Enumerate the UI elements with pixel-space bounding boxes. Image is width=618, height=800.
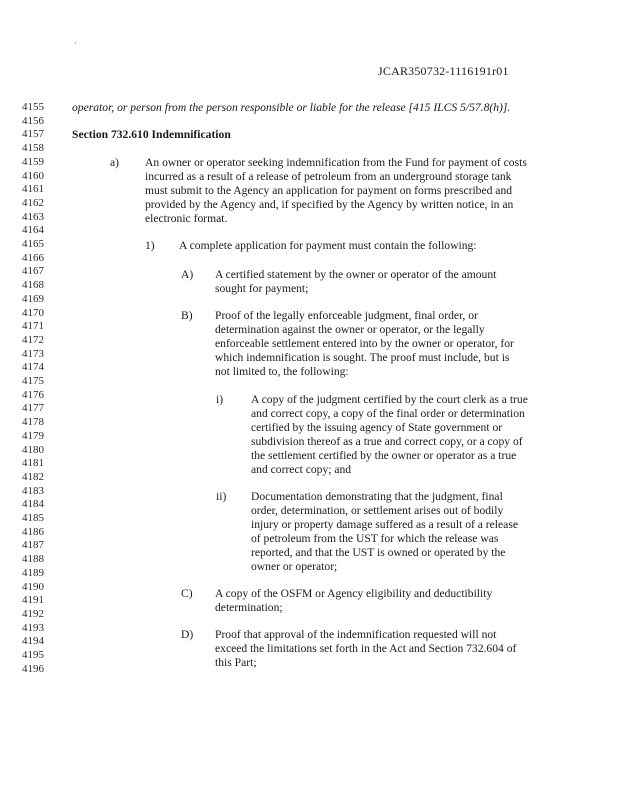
para-1-label: 1) [145,239,155,252]
line-number: 4189 [22,566,44,579]
line-number: 4187 [22,539,44,552]
item-ii-line: Documentation demonstrating that the judgment, final [251,490,503,503]
line-number: 4160 [22,169,44,182]
item-i-line: A copy of the judgment certified by the court clerk as a true [251,393,528,406]
line-number: 4170 [22,306,44,319]
item-D-line: exceed the limitations set forth in the Act and Section 732.604 of [215,642,517,655]
item-i-line: and correct copy, a copy of the final order or determination [251,407,525,420]
line-number: 4179 [22,429,44,442]
line-number: 4166 [22,251,44,264]
line-number: 4178 [22,416,44,429]
line-number: 4183 [22,484,44,497]
line-number: 4171 [22,320,44,333]
line-number: 4164 [22,224,44,237]
item-i-label: i) [216,393,224,406]
line-number: 4186 [22,525,44,538]
para-a-line: must submit to the Agency an application for payment on forms prescribed and [145,184,513,197]
line-number: 4185 [22,512,44,524]
item-B-line: enforceable settlement entered into by the owner or operator, for [215,337,514,350]
item-B-line: determination against the owner or operator, or the legally [215,323,485,336]
line-number: 4157 [22,128,44,141]
item-D-line: this Part; [215,656,257,669]
item-ii-line: reported, and that the UST is owned or operated by the [251,546,506,559]
line-number: 4156 [22,114,44,127]
line-number: 4167 [22,265,44,278]
item-A-label: A) [181,268,194,281]
item-ii-line: of petroleum from the UST for which the release was [251,532,499,545]
line-number: 4161 [22,183,44,196]
para-1-text: A complete application for payment must contain the following: [179,239,477,252]
item-ii-line: injury or property damage suffered as a result of a release [251,518,518,531]
line-number: 4195 [22,649,44,661]
line-number: 4191 [22,594,44,607]
line-number: 4188 [22,553,44,566]
item-D-line: Proof that approval of the indemnification requested will not [215,628,497,641]
line-number: 4180 [22,443,44,456]
line-number: 4192 [22,607,44,620]
item-i-line: subdivision thereof as a true and correct copy, or a copy of [251,435,523,448]
line-number: 4162 [22,196,44,209]
line-number: 4193 [22,621,44,634]
item-ii-label: ii) [216,490,227,503]
item-A-line: sought for payment; [215,282,309,295]
item-C-line: determination; [215,601,283,614]
item-C-label: C) [181,587,193,600]
para-a-line: An owner or operator seeking indemnification from the Fund for payment of costs [145,156,527,169]
line-number: 4196 [22,662,44,675]
section-heading: Section 732.610 Indemnification [72,128,231,141]
para-a-line: provided by the Agency and, if specified by the Agency by written notice, in an [145,198,514,211]
line-number: 4155 [22,101,44,113]
item-B-label: B) [181,309,193,322]
line-number: 4182 [22,470,44,483]
item-C-line: A copy of the OSFM or Agency eligibility and deductibility [215,587,493,600]
item-ii-line: order, determination, or settlement arises out of bodily [251,504,504,517]
item-B-line: which indemnification is sought. The proof must include, but is [215,351,510,364]
item-ii-line: owner or operator; [251,560,338,573]
item-B-line: not limited to, the following: [215,365,349,378]
line-number: 4159 [22,155,44,168]
item-D-label: D) [181,628,194,641]
document-id: JCAR350732-1116191r01 [378,64,509,78]
line-number: 4158 [22,142,44,155]
stray-mark: · [74,38,77,48]
line-number: 4181 [22,457,44,470]
line-number: 4176 [22,388,44,401]
item-B-line: Proof of the legally enforceable judgment, final order, or [215,309,478,322]
line-number: 4173 [22,347,44,360]
continuation-line: operator, or person from the person responsible or liable for the release [415 ILCS 5/57.8(h)]. [72,101,511,114]
line-number: 4168 [22,279,44,292]
para-a-label: a) [110,156,120,169]
line-number: 4163 [22,210,44,223]
item-A-line: A certified statement by the owner or operator of the amount [215,268,497,281]
item-i-line: and correct copy; and [251,463,352,476]
line-number: 4169 [22,292,44,305]
line-number: 4172 [22,333,44,346]
para-a-line: electronic format. [145,212,228,225]
line-number: 4175 [22,375,44,387]
line-number: 4165 [22,238,44,250]
item-i-line: the settlement certified by the owner or operator as a true [251,449,517,462]
line-number: 4194 [22,635,44,648]
line-number: 4174 [22,361,44,374]
line-number: 4177 [22,402,44,415]
line-number: 4190 [22,580,44,593]
line-number: 4184 [22,498,44,511]
item-i-line: certified by the issuing agency of State government or [251,421,503,434]
para-a-line: incurred as a result of a release of petroleum from an underground storage tank [145,170,512,183]
